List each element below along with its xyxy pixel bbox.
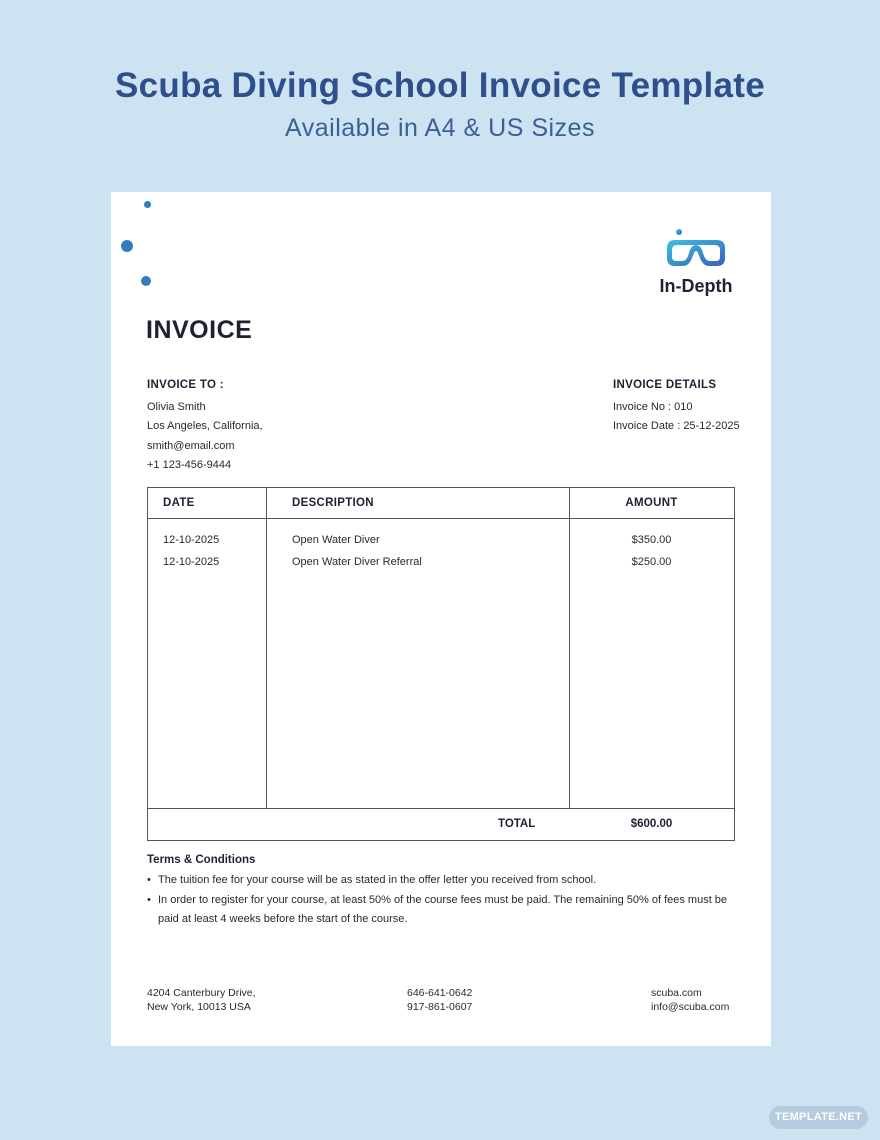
total-value: $600.00 bbox=[630, 818, 673, 830]
footer-phone1: 646-641-0642 bbox=[407, 987, 473, 999]
footer-address-line2: New York, 10013 USA bbox=[147, 1001, 251, 1013]
terms-item: • The tuition fee for your course will be as stated in the offer letter you received from school. bbox=[147, 871, 737, 891]
row-date: 12-10-2025 bbox=[163, 556, 220, 568]
diving-mask-icon bbox=[663, 226, 729, 274]
header-description: DESCRIPTION bbox=[292, 497, 374, 509]
row-date: 12-10-2025 bbox=[163, 534, 220, 546]
total-label: TOTAL bbox=[498, 818, 536, 830]
decorative-bubble-icon bbox=[141, 276, 151, 286]
table-row bbox=[148, 556, 734, 578]
terms-section bbox=[147, 854, 737, 930]
header-divider bbox=[148, 518, 734, 519]
footer-email[interactable]: info@scuba.com bbox=[651, 1001, 730, 1013]
invoice-details-heading: INVOICE DETAILS bbox=[613, 379, 717, 391]
footer-contact bbox=[651, 986, 729, 1014]
footer-phone2: 917-861-0607 bbox=[407, 1001, 473, 1013]
company-logo bbox=[651, 226, 741, 297]
client-address: Los Angeles, California, bbox=[147, 420, 263, 432]
invoice-title: INVOICE bbox=[146, 316, 253, 344]
terms-item: • In order to register for your course, at least 50% of the course fees must be paid. The remaining 50% of fees must be paid at least 4 weeks before the start of the course. bbox=[147, 891, 737, 930]
footer-address bbox=[147, 986, 256, 1014]
footer-phones bbox=[407, 986, 472, 1014]
decorative-bubble-icon bbox=[144, 201, 151, 208]
banner-subtitle: Available in A4 & US Sizes bbox=[285, 114, 595, 142]
client-email: smith@email.com bbox=[147, 439, 235, 452]
company-name: In-Depth bbox=[659, 276, 733, 296]
row-description: Open Water Diver bbox=[292, 534, 380, 546]
template-watermark: TEMPLATE.NET bbox=[769, 1106, 868, 1129]
line-items-table bbox=[147, 487, 735, 841]
row-amount: $250.00 bbox=[631, 556, 672, 568]
row-amount: $350.00 bbox=[631, 534, 672, 546]
header-date: DATE bbox=[163, 497, 195, 509]
table-row bbox=[148, 534, 734, 556]
client-name: Olivia Smith bbox=[147, 400, 206, 413]
invoice-details-block bbox=[613, 376, 740, 437]
invoice-date: Invoice Date : 25-12-2025 bbox=[613, 420, 740, 432]
total-divider bbox=[148, 808, 734, 809]
invoice-number: Invoice No : 010 bbox=[613, 400, 693, 413]
footer-address-line1: 4204 Canterbury Drive, bbox=[147, 987, 256, 999]
terms-heading: Terms & Conditions bbox=[147, 854, 256, 866]
invoice-to-block bbox=[147, 376, 263, 476]
table-rows bbox=[148, 534, 734, 578]
invoice-page bbox=[111, 192, 771, 1046]
banner-title: Scuba Diving School Invoice Template bbox=[114, 66, 765, 105]
client-phone: +1 123-456-9444 bbox=[147, 459, 232, 471]
header-amount: AMOUNT bbox=[625, 497, 678, 509]
terms-list bbox=[147, 871, 737, 930]
decorative-bubble-icon bbox=[121, 240, 133, 252]
row-description: Open Water Diver Referral bbox=[292, 556, 422, 568]
footer-website[interactable]: scuba.com bbox=[651, 987, 702, 999]
invoice-to-heading: INVOICE TO : bbox=[147, 379, 224, 391]
